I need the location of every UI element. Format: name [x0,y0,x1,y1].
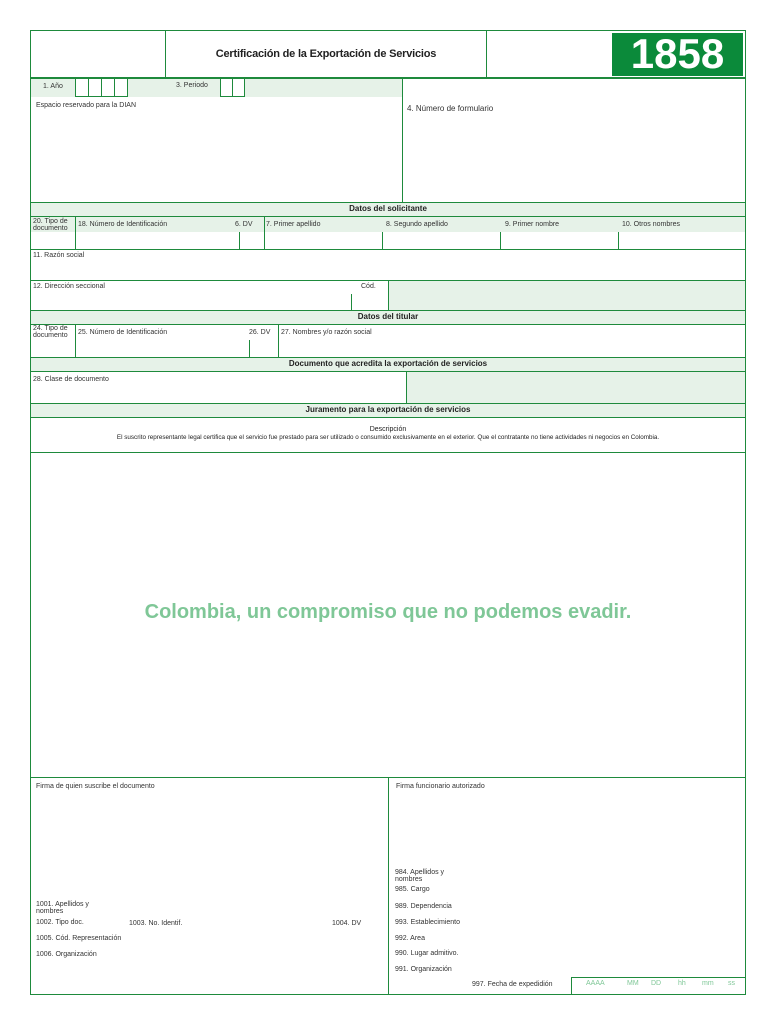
numero-formulario-label: 4. Número de formulario [407,104,494,113]
tipo-doc-label: 1002. Tipo doc. [36,919,84,926]
divider [402,78,403,203]
slogan: Colombia, un compromiso que no podemos evadir. [144,601,632,623]
fecha-dd: DD [651,980,662,987]
fecha-mm: MM [627,980,639,987]
titular-nombres-label: 27. Nombres y/o razón social [281,329,372,336]
firmante-organizacion-label: 1006. Organización [36,951,97,958]
segundo-apellido-input[interactable] [383,233,500,249]
razon-social-label: 11. Razón social [33,252,85,259]
otros-nombres-label: 10. Otros nombres [622,221,680,228]
juramento-text: El suscrito representante legal certifica que el servicio fue prestado para ser utilizado o consumido exclusivamente en el exterior. Que el contratante no tiene actividades ni negocios en Colombia. [116,434,660,441]
reserved-block [30,78,746,203]
firma-suscribe-title: Firma de quien suscribe el documento [36,783,155,790]
apellidos-nombres-label: 1001. Apellidos y nombres [36,901,89,915]
titular-nombres-input[interactable] [279,341,745,357]
firma-funcionario-area[interactable] [396,795,736,865]
dv-input[interactable] [240,233,264,249]
fecha-expedicion-label: 997. Fecha de expedidión [472,981,553,988]
firma-funcionario-title: Firma funcionario autorizado [396,783,485,790]
segundo-apellido-label: 8. Segundo apellido [386,221,448,228]
divider [388,280,389,311]
direccion-shaded [389,281,745,310]
numero-identificacion-label: 18. Número de Identificación [78,221,168,228]
section-title-titular: Datos del titular [357,312,419,321]
cod-label: Cód. [361,283,376,290]
titular-numero-identificacion-input[interactable] [76,341,249,357]
titular-tipo-documento-label: 24. Tipo de documento [33,325,68,339]
primer-apellido-label: 7. Primer apellido [266,221,321,228]
direccion-seccional-label: 12. Dirección seccional [33,283,105,290]
area-label: 992. Area [395,935,425,942]
establecimiento-label: 993. Establecimiento [395,919,460,926]
firmante-dv-label: 1004. DV [332,920,362,927]
divider [388,777,389,995]
section-title-documento: Documento que acredita la exportación de servicios [288,359,488,368]
dependencia-label: 989. Dependencia [395,903,452,910]
funcionario-apellidos-label: 984. Apellidos y nombres [395,869,445,883]
titular-tipo-documento-input[interactable] [31,341,75,357]
tipo-documento-input[interactable] [31,233,75,249]
divider [406,371,407,404]
direccion-seccional-input[interactable] [31,294,351,310]
primer-nombre-label: 9. Primer nombre [505,221,560,228]
razon-social-input[interactable] [31,262,745,280]
reserved-dian-label: Espacio reservado para la DIAN [36,102,136,109]
fecha-aaaa: AAAA [586,980,605,987]
clase-documento-input[interactable] [31,386,406,403]
cargo-label: 985. Cargo [395,886,430,893]
titular-dv-label: 26. DV [249,329,271,336]
clase-documento-shaded [407,372,745,403]
tipo-documento-label: 20. Tipo de documento [33,218,68,232]
descripcion-label: Descripción [369,426,407,433]
no-identif-label: 1003. No. Identif. [129,920,183,927]
cod-representacion-label: 1005. Cód. Representación [36,935,122,942]
fecha-hh: hh [678,980,686,987]
clase-documento-label: 28. Clase de documento [33,376,109,383]
numero-identificacion-input[interactable] [76,233,239,249]
titular-numero-identificacion-label: 25. Número de Identificación [78,329,168,336]
form-number-badge: 1858 [612,33,743,76]
cod-input[interactable] [352,294,388,310]
lugar-admitivo-label: 990. Lugar admitivo. [395,950,459,957]
divider [486,30,487,78]
fecha-ss: ss [728,980,735,987]
primer-apellido-input[interactable] [265,233,382,249]
titular-dv-input[interactable] [250,341,278,357]
dv-label: 6. DV [235,221,253,228]
section-title-solicitante: Datos del solicitante [349,204,427,213]
otros-nombres-input[interactable] [619,233,745,249]
funcionario-organizacion-label: 991. Organización [395,966,452,973]
form-title: Certificación de la Exportación de Servicios [215,48,437,60]
section-title-juramento: Juramento para la exportación de servicios [305,405,471,414]
firma-suscribe-area[interactable] [36,795,376,895]
fecha-min: mm [702,980,714,987]
primer-nombre-input[interactable] [501,233,618,249]
periodo-label: 3. Periodo [176,82,208,89]
anio-label: 1. Año [43,83,63,90]
